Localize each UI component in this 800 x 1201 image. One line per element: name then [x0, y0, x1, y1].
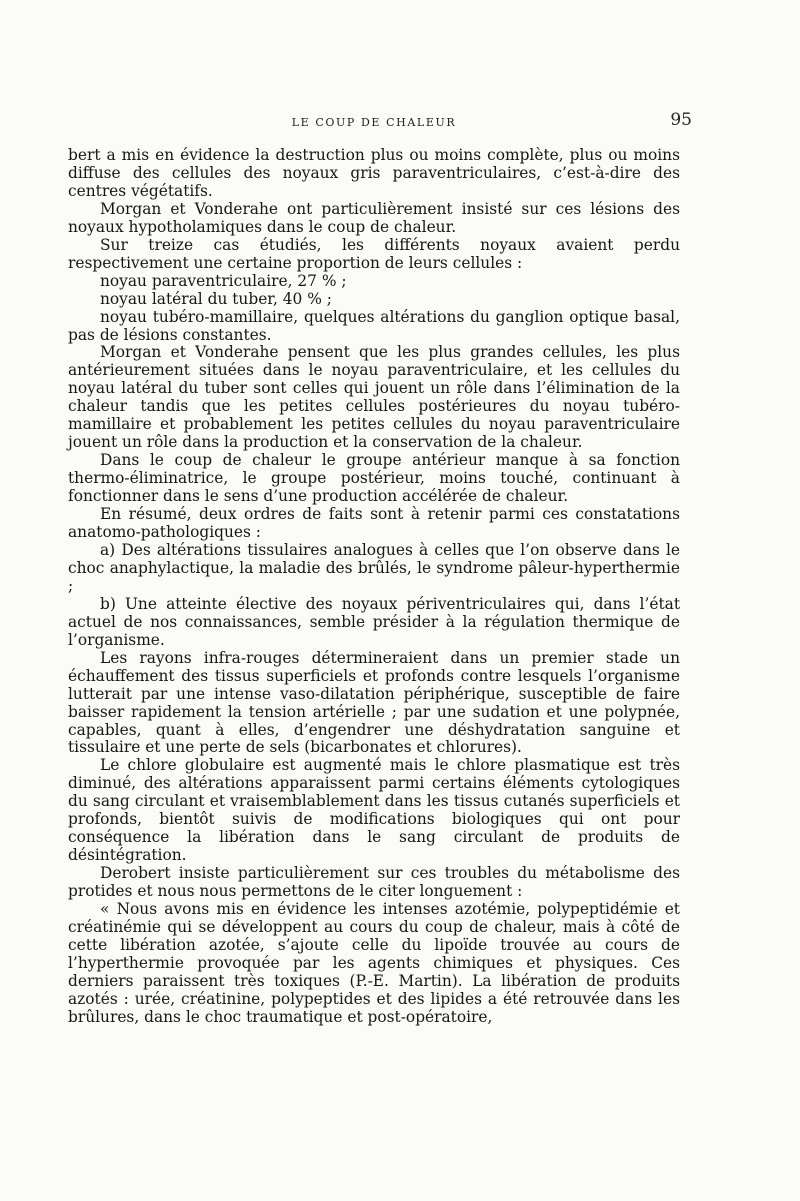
- list-item: noyau tubéro-mamillaire, quelques altérations du ganglion optique basal, pas de lésions constantes.: [68, 307, 680, 344]
- list-item: b) Une atteinte élective des noyaux périventriculaires qui, dans l’état actuel de nos connaissances, semble présider à la régulation thermique de l’organisme.: [68, 594, 680, 649]
- paragraph: Morgan et Vonderahe pensent que les plus grandes cellules, les plus antérieurement situées dans le noyau paraventriculaire, et les cellules du noyau latéral du tuber sont celles qui jouent un rôle dans l’élimination de la chaleur tandis que les petites cellules postérieures du noyau tubéro-mamillaire et probablement les petites cellules du noyau paraventriculaire jouent un rôle dans la production et la conservation de la chaleur.: [68, 343, 680, 452]
- paragraph: bert a mis en évidence la destruction plus ou moins complète, plus ou moins diffuse des cellules des noyaux gris paraventriculaires, c’est-à-dire des centres végétatifs.: [68, 146, 680, 200]
- paragraph: Les rayons infra-rouges détermineraient dans un premier stade un échauffement des tissus superficiels et profonds contre lesquels l’organisme lutterait par une intense vaso-dilatation périphérique, susceptible de faire baisser rapidement la tension artérielle ; par une sudation et une polypnée, capables, quant à elles, d’engendrer une déshydratation sanguine et tissulaire et une perte de sels (bicarbonates et chlorures).: [68, 648, 680, 757]
- list-item: a) Des altérations tissulaires analogues à celles que l’on observe dans le choc anaphylactique, la maladie des brûlés, le syndrome pâleur-hyperthermie ;: [68, 540, 680, 595]
- list-item: noyau paraventriculaire, 27 % ;: [100, 271, 347, 290]
- list-item: noyau latéral du tuber, 40 % ;: [100, 289, 332, 308]
- paragraph: Morgan et Vonderahe ont particulièrement insisté sur ces lésions des noyaux hypotholamiques dans le coup de chaleur.: [68, 199, 680, 236]
- quotation: « Nous avons mis en évidence les intenses azotémie, polypeptidémie et créatinémie qui se développent au cours du coup de chaleur, mais à côté de cette libération azotée, s’ajoute celle du lipoïde trouvée au cours de l’hyperthermie provoquée par les agents chimiques et physiques. Ces derniers paraissent très toxiques (P.-E. Martin). La libération de produits azotés : urée, créatinine, polypeptides et des lipides a été retrouvée dans les brûlures, dans le choc traumatique et post-opératoire,: [68, 900, 680, 1026]
- paragraph: Dans le coup de chaleur le groupe antérieur manque à sa fonction thermo-éliminatrice, le groupe postérieur, moins touché, continuant à fonctionner dans le sens d’une production accélérée de chaleur.: [68, 451, 680, 506]
- paragraph: Sur treize cas étudiés, les différents noyaux avaient perdu respectivement une certaine proportion de leurs cellules :: [68, 235, 680, 272]
- page-number: 95: [670, 110, 692, 130]
- body-text: [68, 147, 680, 1027]
- running-title: LE COUP DE CHALEUR: [291, 116, 457, 129]
- page-header: [68, 110, 692, 138]
- paragraph: En résumé, deux ordres de faits sont à retenir parmi ces constatations anatomo-pathologiques :: [68, 505, 680, 542]
- paragraph: Le chlore globulaire est augmenté mais le chlore plasmatique est très diminué, des altérations apparaissent parmi certains éléments cytologiques du sang circulant et vraisemblablement dans les tissus cutanés superficiels et profonds, bientôt suivis de modifications biologiques qui ont pour conséquence la libération dans le sang circulant de produits de désintégration.: [68, 756, 680, 865]
- paragraph: Derobert insiste particulièrement sur ces troubles du métabolisme des protides et nous nous permettons de le citer longuement :: [68, 864, 680, 901]
